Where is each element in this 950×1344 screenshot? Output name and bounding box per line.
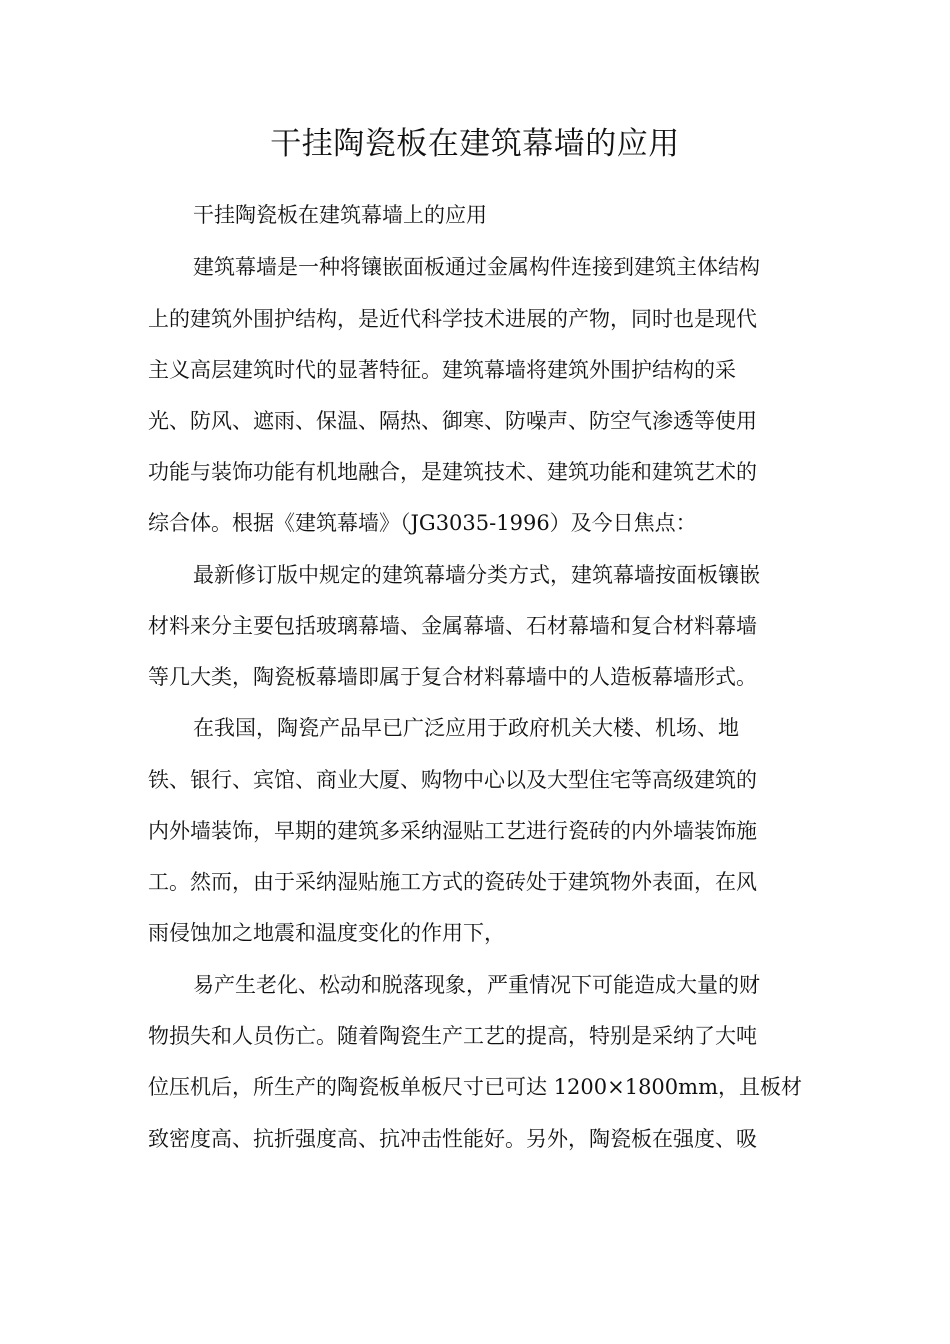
body-line: 材料来分主要包括玻璃幕墙、金属幕墙、石材幕墙和复合材料幕墙 [148, 614, 757, 638]
body-line: 光、防风、遮雨、保温、隔热、御寒、防噪声、防空气渗透等使用 [148, 409, 757, 433]
body-line: 在我国，陶瓷产品早已广泛应用于政府机关大楼、机场、地 [193, 716, 739, 740]
body-line: 等几大类，陶瓷板幕墙即属于复合材料幕墙中的人造板幕墙形式。 [148, 665, 757, 689]
body-line: 建筑幕墙是一种将镶嵌面板通过金属构件连接到建筑主体结构 [193, 255, 760, 279]
body-line: 上的建筑外围护结构，是近代科学技术进展的产物，同时也是现代 [148, 307, 757, 331]
body-line: 铁、银行、宾馆、商业大厦、购物中心以及大型住宅等高级建筑的 [148, 768, 757, 792]
document-title: 干挂陶瓷板在建筑幕墙的应用 [270, 126, 680, 162]
body-line: 位压机后，所生产的陶瓷板单板尺寸已可达 1200×1800mm，且板材 [148, 1075, 802, 1099]
body-line: 致密度高、抗折强度高、抗冲击性能好。另外，陶瓷板在强度、吸 [148, 1127, 757, 1151]
body-line: 物损失和人员伤亡。随着陶瓷生产工艺的提高，特别是采纳了大吨 [148, 1024, 757, 1048]
body-line: 工。然而，由于采纳湿贴施工方式的瓷砖处于建筑物外表面，在风 [148, 870, 757, 894]
body-line: 功能与装饰功能有机地融合，是建筑技术、建筑功能和建筑艺术的 [148, 460, 757, 484]
body-line: 内外墙装饰，早期的建筑多采纳湿贴工艺进行瓷砖的内外墙装饰施 [148, 819, 757, 843]
body-line: 干挂陶瓷板在建筑幕墙上的应用 [193, 203, 487, 227]
body-line: 雨侵蚀加之地震和温度变化的作用下， [148, 921, 505, 945]
body-line: 最新修订版中规定的建筑幕墙分类方式，建筑幕墙按面板镶嵌 [193, 563, 760, 587]
body-line: 主义高层建筑时代的显著特征。建筑幕墙将建筑外围护结构的采 [148, 358, 736, 382]
body-line: 易产生老化、松动和脱落现象，严重情况下可能造成大量的财 [193, 973, 760, 997]
body-line: 综合体。根据《建筑幕墙》（JG3035-1996）及今日焦点： [148, 511, 697, 535]
